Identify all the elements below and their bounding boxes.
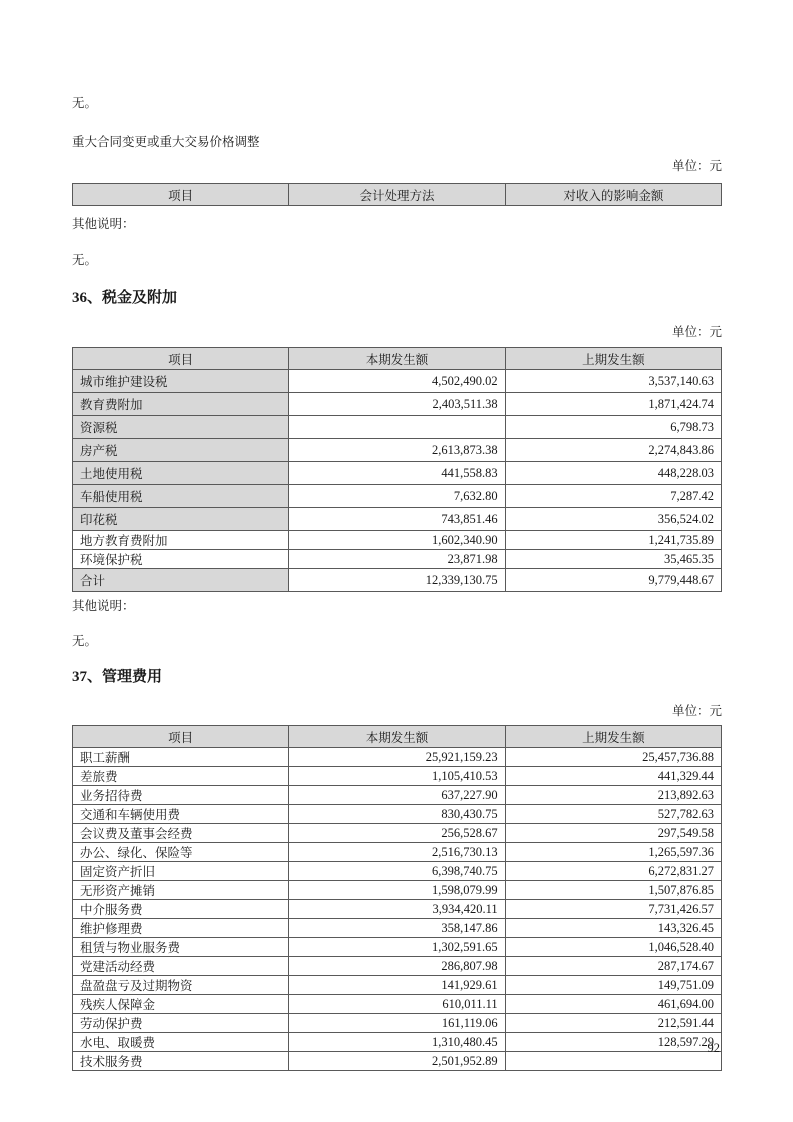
row-previous-value: 6,798.73 [505,416,721,439]
column-header-current-period: 本期发生额 [289,348,505,370]
row-previous-value: 7,731,426.57 [505,900,721,919]
row-previous-value: 287,174.67 [505,957,721,976]
row-item-label: 中介服务费 [73,900,289,919]
row-previous-value [505,1052,721,1071]
row-previous-value: 35,465.35 [505,550,721,569]
row-current-value: 2,613,873.38 [289,439,505,462]
row-current-value: 358,147.86 [289,919,505,938]
table-row [73,462,722,485]
row-previous-value: 1,241,735.89 [505,531,721,550]
row-current-value: 256,528.67 [289,824,505,843]
table-row [73,370,722,393]
row-item-label: 党建活动经费 [73,957,289,976]
row-item-label: 资源税 [73,416,289,439]
table-row [73,485,722,508]
row-current-value [289,416,505,439]
row-item-label: 印花税 [73,508,289,531]
row-item-label: 水电、取暖费 [73,1033,289,1052]
table-row [73,748,722,767]
row-current-value: 441,558.83 [289,462,505,485]
column-header-prior-period: 上期发生额 [505,348,721,370]
table-row [73,786,722,805]
row-item-label: 无形资产摊销 [73,881,289,900]
row-previous-value: 212,591.44 [505,1014,721,1033]
row-item-label: 差旅费 [73,767,289,786]
row-previous-value: 1,046,528.40 [505,938,721,957]
row-item-label: 交通和车辆使用费 [73,805,289,824]
other-notes-value: 无。 [72,634,98,648]
row-current-value: 12,339,130.75 [289,569,505,592]
column-header-item: 项目 [73,348,289,370]
row-previous-value: 1,871,424.74 [505,393,721,416]
table-row [73,881,722,900]
row-item-label: 技术服务费 [73,1052,289,1071]
row-current-value: 7,632.80 [289,485,505,508]
row-current-value: 3,934,420.11 [289,900,505,919]
row-previous-value: 1,507,876.85 [505,881,721,900]
row-item-label: 会议费及董事会经费 [73,824,289,843]
contract-section-title: 重大合同变更或重大交易价格调整 [72,135,260,149]
row-current-value: 1,602,340.90 [289,531,505,550]
row-previous-value: 527,782.63 [505,805,721,824]
row-previous-value: 1,265,597.36 [505,843,721,862]
row-current-value: 141,929.61 [289,976,505,995]
table-row [73,1033,722,1052]
column-header-prior-period: 上期发生额 [505,726,721,748]
row-current-value: 2,516,730.13 [289,843,505,862]
unit-label: 单位：元 [671,325,722,339]
row-item-label: 残疾人保障金 [73,995,289,1014]
row-current-value: 1,302,591.65 [289,938,505,957]
other-notes-value: 无。 [72,253,98,267]
column-header-item: 项目 [73,184,289,206]
table-row [73,843,722,862]
row-previous-value: 6,272,831.27 [505,862,721,881]
row-previous-value: 441,329.44 [505,767,721,786]
row-previous-value: 297,549.58 [505,824,721,843]
table-row [73,416,722,439]
row-current-value: 2,403,511.38 [289,393,505,416]
row-previous-value: 2,274,843.86 [505,439,721,462]
row-current-value: 610,011.11 [289,995,505,1014]
row-previous-value: 128,597.29 [505,1033,721,1052]
row-current-value: 1,598,079.99 [289,881,505,900]
column-header-item: 项目 [73,726,289,748]
tax-surcharge-table [72,347,722,592]
row-previous-value: 3,537,140.63 [505,370,721,393]
row-item-label: 维护修理费 [73,919,289,938]
row-current-value: 4,502,490.02 [289,370,505,393]
table-row [73,1014,722,1033]
row-item-label: 租赁与物业服务费 [73,938,289,957]
row-item-label: 教育费附加 [73,393,289,416]
row-item-label: 车船使用税 [73,485,289,508]
table-row [73,995,722,1014]
column-header-current-period: 本期发生额 [289,726,505,748]
row-item-label: 土地使用税 [73,462,289,485]
column-header-income-impact: 对收入的影响金额 [505,184,721,206]
row-previous-value: 356,524.02 [505,508,721,531]
table-row [73,508,722,531]
row-item-label: 盘盈盘亏及过期物资 [73,976,289,995]
admin-expense-table [72,725,722,1071]
row-item-label: 职工薪酬 [73,748,289,767]
table-row [73,393,722,416]
row-item-label: 办公、绿化、保险等 [73,843,289,862]
row-current-value: 743,851.46 [289,508,505,531]
row-current-value: 286,807.98 [289,957,505,976]
row-item-label: 城市维护建设税 [73,370,289,393]
table-row [73,1052,722,1071]
row-current-value: 637,227.90 [289,786,505,805]
table-row [73,569,722,592]
row-current-value: 25,921,159.23 [289,748,505,767]
row-item-label: 环境保护税 [73,550,289,569]
table-header-row [73,348,722,370]
row-current-value: 830,430.75 [289,805,505,824]
row-previous-value: 213,892.63 [505,786,721,805]
row-previous-value: 448,228.03 [505,462,721,485]
table-row [73,824,722,843]
row-current-value: 23,871.98 [289,550,505,569]
table-header-row [73,726,722,748]
section-36-heading: 36、税金及附加 [72,290,178,306]
table-body [73,370,722,592]
table-row [73,439,722,462]
table-row [73,900,722,919]
table-row [73,550,722,569]
unit-label: 单位：元 [671,704,722,718]
other-notes-label: 其他说明： [72,217,135,231]
table-row [73,805,722,824]
row-item-label: 劳动保护费 [73,1014,289,1033]
row-current-value: 2,501,952.89 [289,1052,505,1071]
row-previous-value: 149,751.09 [505,976,721,995]
row-previous-value: 143,326.45 [505,919,721,938]
row-previous-value: 25,457,736.88 [505,748,721,767]
table-row [73,957,722,976]
row-current-value: 161,119.06 [289,1014,505,1033]
contract-adjustment-table [72,183,722,206]
column-header-accounting-method: 会计处理方法 [289,184,505,206]
unit-label: 单位：元 [671,159,722,173]
row-current-value: 1,310,480.45 [289,1033,505,1052]
row-item-label: 合计 [73,569,289,592]
none-remark: 无。 [72,96,98,110]
table-body [73,748,722,1071]
row-current-value: 1,105,410.53 [289,767,505,786]
table-header-row [73,184,722,206]
row-item-label: 业务招待费 [73,786,289,805]
row-item-label: 地方教育费附加 [73,531,289,550]
section-37-heading: 37、管理费用 [72,669,163,685]
other-notes-label: 其他说明： [72,599,135,613]
page-number: 92 [707,1041,720,1055]
row-item-label: 固定资产折旧 [73,862,289,881]
row-current-value: 6,398,740.75 [289,862,505,881]
row-previous-value: 7,287.42 [505,485,721,508]
row-previous-value: 461,694.00 [505,995,721,1014]
row-item-label: 房产税 [73,439,289,462]
row-previous-value: 9,779,448.67 [505,569,721,592]
table-row [73,862,722,881]
table-row [73,531,722,550]
table-row [73,919,722,938]
table-row [73,976,722,995]
table-row [73,938,722,957]
table-row [73,767,722,786]
